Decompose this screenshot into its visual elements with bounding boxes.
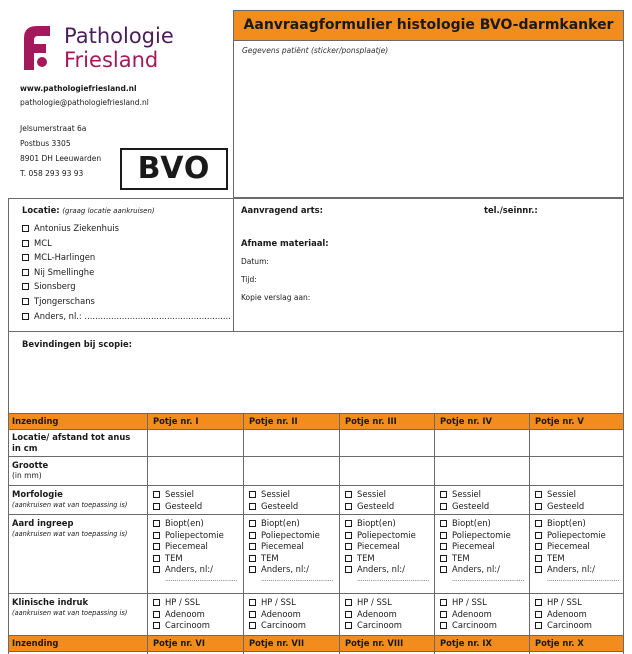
morphology-option[interactable]: [249, 489, 298, 501]
checkbox[interactable]: [345, 622, 352, 629]
column-header: Potje nr. II: [249, 416, 298, 426]
checkbox[interactable]: [22, 313, 29, 320]
checkbox[interactable]: [345, 520, 352, 527]
checkbox[interactable]: [153, 503, 160, 510]
location-option[interactable]: MCL: [22, 237, 52, 249]
procedure-option[interactable]: [345, 530, 429, 542]
row-label-procedure: Aard ingreep (aankruisen wat van toepassing is): [12, 518, 128, 538]
checkbox[interactable]: [22, 283, 29, 290]
clinical-option[interactable]: [249, 609, 306, 621]
clinical-options: [440, 597, 497, 632]
procedure-option[interactable]: [535, 530, 619, 542]
checkbox[interactable]: [249, 491, 256, 498]
clinical-option[interactable]: [153, 609, 210, 621]
morphology-option[interactable]: [153, 501, 202, 513]
time-label: Tijd:: [241, 275, 257, 284]
checkbox[interactable]: [345, 555, 352, 562]
option-label: Adenoom: [165, 608, 205, 619]
option-label: Gesteeld: [452, 500, 490, 511]
procedure-option[interactable]: [345, 553, 429, 565]
checkbox[interactable]: [249, 543, 256, 550]
checkbox[interactable]: [440, 532, 447, 539]
checkbox[interactable]: [440, 555, 447, 562]
option-label: Sessiel: [165, 489, 195, 499]
option-label: Poliepectomie: [547, 529, 606, 540]
checkbox[interactable]: [440, 503, 447, 510]
procedure-option[interactable]: [153, 541, 237, 553]
checkbox[interactable]: [345, 611, 352, 618]
column-header: Potje nr. X: [535, 638, 584, 648]
row-label-clinical: Klinische indruk (aankruisen wat van toepassing is): [12, 597, 128, 617]
location-option[interactable]: Tjongerschans: [22, 295, 95, 307]
option-label: Sessiel: [357, 489, 387, 499]
checkbox[interactable]: [22, 225, 29, 232]
copy-label: Kopie verslag aan:: [241, 293, 311, 302]
option-label: Biopt(en): [261, 518, 300, 528]
option-label: Adenoom: [261, 608, 301, 619]
clinical-option[interactable]: [153, 597, 210, 609]
brand-name-2: Friesland: [64, 48, 159, 72]
checkbox[interactable]: [249, 532, 256, 539]
checkbox[interactable]: [535, 532, 542, 539]
checkbox[interactable]: [153, 555, 160, 562]
column-header: Potje nr. VII: [249, 638, 305, 648]
checkbox[interactable]: [440, 491, 447, 498]
procedure-option[interactable]: [249, 530, 333, 542]
clinical-options: [249, 597, 306, 632]
option-label: Carcinoom: [452, 620, 497, 630]
procedure-option[interactable]: [345, 518, 429, 530]
option-label: Poliepectomie: [165, 529, 224, 540]
location-option[interactable]: Anders, nl.: .......................................................: [22, 310, 231, 322]
option-label: TEM: [357, 552, 375, 563]
option-label: Poliepectomie: [261, 529, 320, 540]
column-header: Potje nr. IV: [440, 416, 492, 426]
clinical-options: [535, 597, 592, 632]
checkbox[interactable]: [440, 599, 447, 606]
option-label: Sessiel: [452, 489, 482, 499]
dotted-line: ......................................: [357, 575, 430, 583]
option-label: Adenoom: [452, 608, 492, 619]
clinical-option[interactable]: [440, 620, 497, 632]
procedure-option[interactable]: [440, 518, 524, 530]
location-label: Locatie:: [22, 205, 60, 215]
procedure-option[interactable]: [153, 564, 237, 576]
clinical-options: [153, 597, 210, 632]
option-label: TEM: [452, 552, 470, 563]
column-header: Potje nr. IX: [440, 638, 492, 648]
checkbox[interactable]: [535, 520, 542, 527]
checkbox[interactable]: [440, 611, 447, 618]
morphology-option[interactable]: [345, 489, 394, 501]
option-label: HP / SSL: [261, 597, 296, 607]
procedure-option[interactable]: [440, 564, 524, 576]
option-label: Anders, nl:/: [452, 564, 500, 574]
checkbox[interactable]: [249, 599, 256, 606]
checkbox[interactable]: [153, 543, 160, 550]
sample-label: Afname materiaal:: [241, 238, 329, 248]
morphology-options: [535, 489, 584, 512]
option-label: Poliepectomie: [452, 529, 511, 540]
checkbox[interactable]: [249, 566, 256, 573]
clinical-option[interactable]: [345, 597, 402, 609]
checkbox[interactable]: [345, 599, 352, 606]
table-header-inzending: Inzending: [12, 416, 59, 426]
option-label: Gesteeld: [165, 500, 203, 511]
email-link[interactable]: pathologie@pathologiefriesland.nl: [20, 98, 149, 107]
row-label-location: Locatie/ afstand tot anus in cm: [12, 432, 131, 453]
checkbox[interactable]: [153, 520, 160, 527]
clinical-option[interactable]: [249, 597, 306, 609]
column-header: Potje nr. III: [345, 416, 397, 426]
checkbox[interactable]: [153, 622, 160, 629]
procedure-option[interactable]: [249, 518, 333, 530]
procedure-option[interactable]: [345, 541, 429, 553]
table-header-row: [9, 636, 623, 651]
morphology-options: [249, 489, 298, 512]
procedure-option[interactable]: [440, 530, 524, 542]
row-label-size: Grootte (in mm): [12, 460, 49, 480]
clinical-option[interactable]: [249, 620, 306, 632]
checkbox[interactable]: [22, 254, 29, 261]
procedure-option[interactable]: [535, 541, 619, 553]
dotted-line: ......................................: [261, 575, 334, 583]
option-label: HP / SSL: [452, 597, 487, 607]
morphology-option[interactable]: [153, 489, 202, 501]
option-label: TEM: [261, 552, 279, 563]
procedure-option[interactable]: [535, 553, 619, 565]
column-header: Potje nr. VI: [153, 638, 205, 648]
option-label: Anders, nl:/: [357, 564, 405, 574]
morphology-option[interactable]: [535, 501, 584, 513]
checkbox[interactable]: [22, 269, 29, 276]
logo-block: [20, 24, 220, 74]
clinical-option[interactable]: [440, 597, 497, 609]
bvo-badge: BVO: [120, 148, 228, 190]
morphology-options: [153, 489, 202, 512]
checkbox[interactable]: [153, 532, 160, 539]
option-label: Carcinoom: [261, 620, 306, 630]
form-title-bar: [233, 10, 624, 41]
date-label: Datum:: [241, 257, 269, 266]
checkbox[interactable]: [249, 622, 256, 629]
procedure-option[interactable]: [249, 541, 333, 553]
option-label: Piecemeal: [547, 541, 590, 551]
location-hint: (graag locatie aankruisen): [62, 207, 155, 215]
option-label: Anders, nl:/: [547, 564, 595, 574]
option-label: TEM: [547, 552, 565, 563]
address-block: [20, 121, 101, 181]
dotted-line: ......................................: [165, 575, 238, 583]
patient-label: Gegevens patiënt (sticker/ponsplaatje): [242, 46, 389, 55]
dotted-line: ......................................: [547, 575, 620, 583]
procedure-option[interactable]: [153, 553, 237, 565]
clinical-option[interactable]: [345, 620, 402, 632]
option-label: Sessiel: [547, 489, 577, 499]
clinical-option[interactable]: [153, 620, 210, 632]
checkbox[interactable]: [345, 491, 352, 498]
table-header-inzending: Inzending: [12, 638, 59, 648]
option-label: Adenoom: [547, 608, 587, 619]
brand-name-1: Pathologie: [64, 24, 174, 48]
morphology-option[interactable]: [440, 489, 489, 501]
checkbox[interactable]: [345, 543, 352, 550]
checkbox[interactable]: [535, 543, 542, 550]
clinical-option[interactable]: [345, 609, 402, 621]
procedure-option[interactable]: [535, 564, 619, 576]
clinical-options: [345, 597, 402, 632]
table-header-row: [9, 414, 623, 429]
option-label: Piecemeal: [261, 541, 304, 551]
scopy-box[interactable]: [8, 331, 624, 414]
checkbox[interactable]: [249, 520, 256, 527]
option-label: Adenoom: [357, 608, 397, 619]
procedure-option[interactable]: [440, 541, 524, 553]
option-label: Biopt(en): [357, 518, 396, 528]
option-label: Carcinoom: [547, 620, 592, 630]
procedure-options: [345, 518, 429, 584]
morphology-option[interactable]: [249, 501, 298, 513]
checkbox[interactable]: [535, 503, 542, 510]
option-label: Piecemeal: [165, 541, 208, 551]
location-heading: [22, 204, 155, 217]
checkbox[interactable]: [535, 611, 542, 618]
option-label: Gesteeld: [261, 500, 299, 511]
option-label: Anders, nl:/: [261, 564, 309, 574]
checkbox[interactable]: [440, 622, 447, 629]
column-header: Potje nr. V: [535, 416, 584, 426]
option-label: HP / SSL: [165, 597, 200, 607]
checkbox[interactable]: [153, 611, 160, 618]
option-label: HP / SSL: [547, 597, 582, 607]
checkbox[interactable]: [22, 240, 29, 247]
checkbox[interactable]: [440, 543, 447, 550]
procedure-option[interactable]: [249, 553, 333, 565]
row-label-morphology: Morfologie (aankruisen wat van toepassing is): [12, 489, 128, 509]
option-label: TEM: [165, 552, 183, 563]
checkbox[interactable]: [345, 532, 352, 539]
procedure-option[interactable]: [440, 553, 524, 565]
morphology-options: [440, 489, 489, 512]
option-label: Biopt(en): [165, 518, 204, 528]
checkbox[interactable]: [535, 622, 542, 629]
address-line: T. 058 293 93 93: [20, 169, 84, 178]
clinical-option[interactable]: [535, 609, 592, 621]
checkbox[interactable]: [535, 566, 542, 573]
checkbox[interactable]: [345, 503, 352, 510]
option-label: Biopt(en): [547, 518, 586, 528]
option-label: Carcinoom: [165, 620, 210, 630]
morphology-option[interactable]: [535, 489, 584, 501]
phone-label: tel./seinnr.:: [484, 205, 538, 215]
scopy-label: Bevindingen bij scopie:: [22, 339, 132, 349]
address-line: Jelsumerstraat 6a: [20, 124, 87, 133]
morphology-option[interactable]: [440, 501, 489, 513]
procedure-options: [153, 518, 237, 584]
checkbox[interactable]: [153, 491, 160, 498]
option-label: Poliepectomie: [357, 529, 416, 540]
patient-box[interactable]: [233, 40, 624, 198]
clinical-option[interactable]: [535, 597, 592, 609]
checkbox[interactable]: [153, 566, 160, 573]
procedure-option[interactable]: [535, 518, 619, 530]
procedure-options: [440, 518, 524, 584]
option-label: Gesteeld: [357, 500, 395, 511]
option-label: Sessiel: [261, 489, 291, 499]
morphology-options: [345, 489, 394, 512]
option-label: Piecemeal: [357, 541, 400, 551]
option-label: Biopt(en): [452, 518, 491, 528]
form-title: Aanvraagformulier histologie BVO-darmkanker: [243, 17, 614, 33]
dotted-line: ......................................: [452, 575, 525, 583]
location-option[interactable]: Antonius Ziekenhuis: [22, 222, 119, 234]
checkbox[interactable]: [153, 599, 160, 606]
morphology-option[interactable]: [345, 501, 394, 513]
option-label: Carcinoom: [357, 620, 402, 630]
option-label: Piecemeal: [452, 541, 495, 551]
location-option[interactable]: MCL-Harlingen: [22, 251, 95, 263]
clinical-option[interactable]: [535, 620, 592, 632]
checkbox[interactable]: [249, 611, 256, 618]
checkbox[interactable]: [249, 503, 256, 510]
address-line: Postbus 3305: [20, 139, 71, 148]
checkbox[interactable]: [440, 520, 447, 527]
physician-label: Aanvragend arts:: [241, 205, 324, 215]
procedure-options: [249, 518, 333, 584]
address-line: 8901 DH Leeuwarden: [20, 154, 102, 163]
column-header: Potje nr. I: [153, 416, 199, 426]
pathologie-logo-icon: [20, 24, 54, 70]
checkbox[interactable]: [345, 566, 352, 573]
option-label: Gesteeld: [547, 500, 585, 511]
checkbox[interactable]: [440, 566, 447, 573]
procedure-option[interactable]: [249, 564, 333, 576]
procedure-option[interactable]: [345, 564, 429, 576]
procedure-option[interactable]: [153, 518, 237, 530]
option-label: Anders, nl:/: [165, 564, 213, 574]
location-option[interactable]: Nij Smellinghe: [22, 266, 94, 278]
checkbox[interactable]: [249, 555, 256, 562]
clinical-option[interactable]: [440, 609, 497, 621]
website-link[interactable]: www.pathologiefriesland.nl: [20, 84, 137, 93]
checkbox[interactable]: [535, 491, 542, 498]
column-header: Potje nr. VIII: [345, 638, 404, 648]
procedure-options: [535, 518, 619, 584]
checkbox[interactable]: [535, 599, 542, 606]
location-option[interactable]: Sionsberg: [22, 280, 76, 292]
procedure-option[interactable]: [153, 530, 237, 542]
checkbox[interactable]: [22, 298, 29, 305]
option-label: HP / SSL: [357, 597, 392, 607]
checkbox[interactable]: [535, 555, 542, 562]
